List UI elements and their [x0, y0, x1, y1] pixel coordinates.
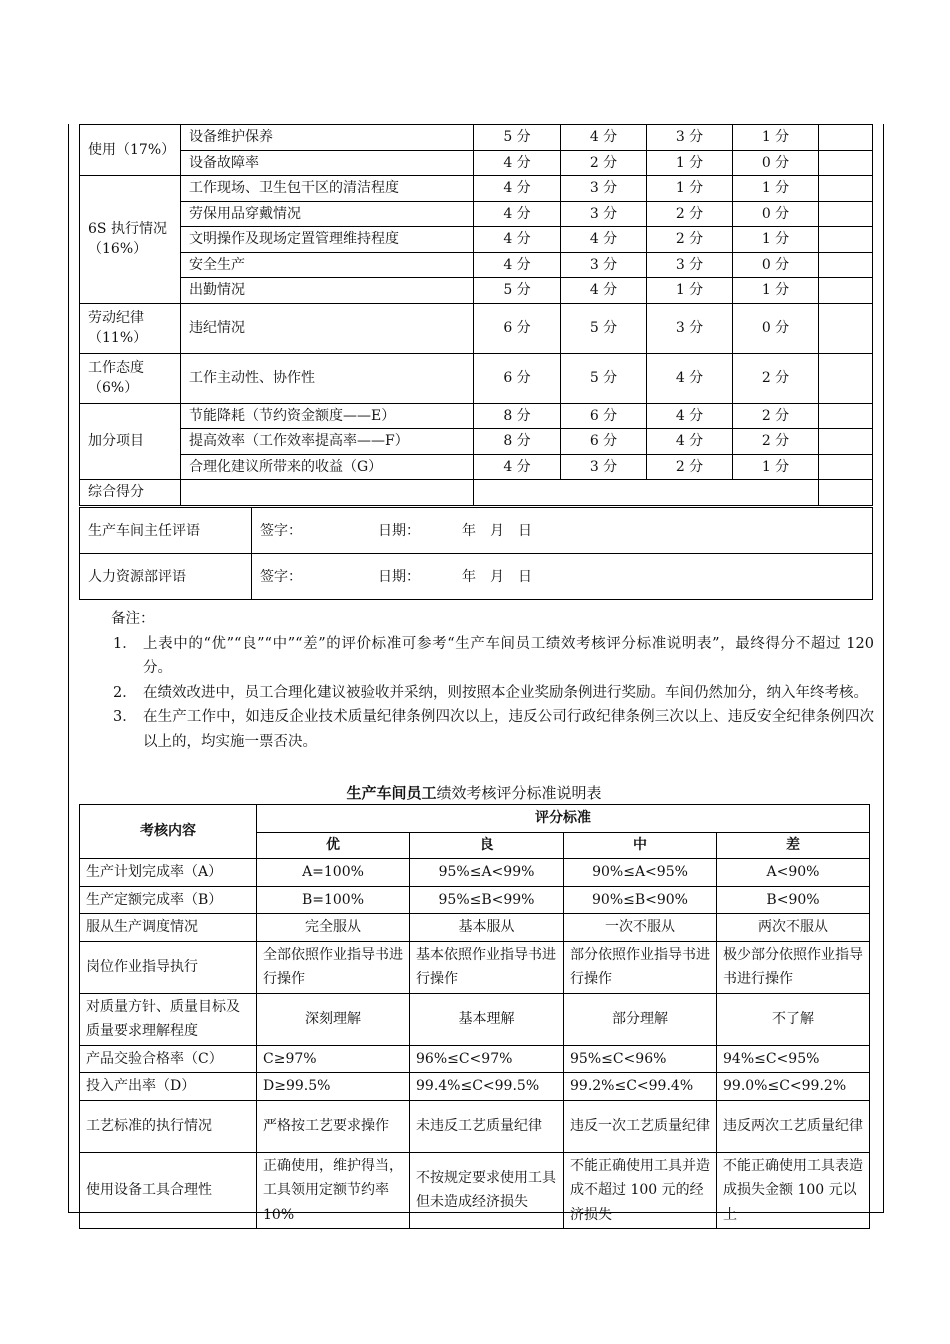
item-label: 违纪情况	[181, 303, 474, 353]
blank-cell	[819, 227, 873, 253]
blank-cell	[819, 150, 873, 176]
header-standard: 评分标准	[257, 805, 870, 833]
blank-cell	[819, 278, 873, 304]
criterion-cell: A=100%	[257, 859, 410, 887]
criterion-cell: C≥97%	[257, 1045, 410, 1073]
criterion-cell: B=100%	[257, 886, 410, 914]
criterion-cell: 正确使用，维护得当，工具领用定额节约率 10%	[257, 1152, 410, 1229]
score-cell: 1 分	[647, 150, 733, 176]
item-label: 安全生产	[181, 252, 474, 278]
score-cell: 2 分	[733, 403, 819, 429]
criterion-label: 服从生产调度情况	[80, 914, 257, 942]
note-number: 3．	[113, 709, 137, 725]
score-row	[80, 150, 873, 176]
criterion-cell: 99.0%≤C<99.2%	[717, 1073, 870, 1101]
comment-label: 生产车间主任评语	[80, 508, 252, 554]
criterion-cell: 部分理解	[564, 993, 717, 1045]
group-name: 工作态度（6%）	[80, 353, 181, 403]
standard-row	[80, 941, 870, 993]
blank-cell	[819, 125, 873, 151]
score-cell: 2 分	[561, 150, 647, 176]
standard-row	[80, 993, 870, 1045]
criterion-cell: 违反两次工艺质量纪律	[717, 1100, 870, 1152]
item-label: 提高效率（工作效率提高率——F）	[181, 429, 474, 455]
criterion-cell: 95%≤B<99%	[410, 886, 564, 914]
total-row	[80, 480, 873, 506]
score-cell: 3 分	[647, 252, 733, 278]
score-cell: 3 分	[647, 303, 733, 353]
header-content: 考核内容	[80, 805, 257, 859]
score-cell: 1 分	[733, 454, 819, 480]
criterion-cell: 基本依照作业指导书进行操作	[410, 941, 564, 993]
standard-row	[80, 1152, 870, 1229]
criterion-cell: 96%≤C<97%	[410, 1045, 564, 1073]
score-cell: 6 分	[474, 303, 561, 353]
standard-row	[80, 886, 870, 914]
score-cell: 2 分	[733, 353, 819, 403]
criterion-label: 生产定额完成率（B）	[80, 886, 257, 914]
criterion-cell: 完全服从	[257, 914, 410, 942]
score-cell: 3 分	[561, 252, 647, 278]
criterion-cell: 全部依照作业指导书进行操作	[257, 941, 410, 993]
score-cell: 4 分	[561, 278, 647, 304]
standard-row	[80, 1073, 870, 1101]
score-cell: 1 分	[733, 176, 819, 202]
criterion-cell: 基本服从	[410, 914, 564, 942]
criterion-cell: 基本理解	[410, 993, 564, 1045]
date-ymd: 年 月 日	[462, 568, 532, 585]
item-label: 劳保用品穿戴情况	[181, 201, 474, 227]
score-cell: 0 分	[733, 252, 819, 278]
score-cell: 1 分	[733, 125, 819, 151]
blank-cell	[819, 201, 873, 227]
criterion-label: 岗位作业指导执行	[80, 941, 257, 993]
notes	[79, 607, 874, 754]
score-row	[80, 227, 873, 253]
comment-row	[80, 554, 873, 600]
criterion-cell: 99.4%≤C<99.5%	[410, 1073, 564, 1101]
criterion-cell: 违反一次工艺质量纪律	[564, 1100, 717, 1152]
score-cell: 5 分	[474, 278, 561, 304]
criterion-cell: 一次不服从	[564, 914, 717, 942]
criterion-label: 使用设备工具合理性	[80, 1152, 257, 1229]
item-label: 文明操作及现场定置管理维持程度	[181, 227, 474, 253]
blank-cell	[819, 176, 873, 202]
note-number: 1．	[113, 635, 137, 652]
score-row	[80, 429, 873, 455]
score-cell: 4 分	[474, 176, 561, 202]
note-item	[79, 681, 874, 706]
group-name: 劳动纪律（11%）	[80, 303, 181, 353]
criterion-label: 对质量方针、质量目标及质量要求理解程度	[80, 993, 257, 1045]
blank-cell	[181, 480, 474, 506]
score-cell: 4 分	[561, 227, 647, 253]
criterion-cell: 未违反工艺质量纪律	[410, 1100, 564, 1152]
score-row	[80, 201, 873, 227]
standard-row	[80, 1100, 870, 1152]
group-name: 6S 执行情况（16%）	[80, 176, 181, 304]
criterion-label: 产品交验合格率（C）	[80, 1045, 257, 1073]
blank-cell	[819, 353, 873, 403]
score-row	[80, 252, 873, 278]
score-cell: 0 分	[733, 201, 819, 227]
score-cell: 2 分	[647, 201, 733, 227]
blank-cell	[819, 403, 873, 429]
item-label: 工作主动性、协作性	[181, 353, 474, 403]
criterion-cell: 两次不服从	[717, 914, 870, 942]
criterion-cell: 深刻理解	[257, 993, 410, 1045]
score-row	[80, 454, 873, 480]
score-cell: 3 分	[561, 454, 647, 480]
criterion-cell: 95%≤A<99%	[410, 859, 564, 887]
blank-cell	[819, 303, 873, 353]
score-row	[80, 125, 873, 151]
note-number: 2．	[113, 684, 137, 701]
score-cell: 1 分	[733, 278, 819, 304]
standard-row	[80, 1045, 870, 1073]
standard-table-title	[79, 782, 869, 803]
score-cell: 0 分	[733, 150, 819, 176]
note-text: 在绩效改进中，员工合理化建议被验收并采纳，则按照本企业奖励条例进行奖励。车间仍然加分，纳入年终考核。	[143, 684, 868, 701]
signature-cell	[252, 508, 873, 554]
criterion-label: 工艺标准的执行情况	[80, 1100, 257, 1152]
item-label: 设备故障率	[181, 150, 474, 176]
title-rest: 绩效考核评分标准说明表	[436, 784, 602, 802]
criterion-cell: 部分依照作业指导书进行操作	[564, 941, 717, 993]
criterion-cell: 90%≤A<95%	[564, 859, 717, 887]
item-label: 合理化建议所带来的收益（G）	[181, 454, 474, 480]
criterion-cell: 严格按工艺要求操作	[257, 1100, 410, 1152]
criterion-cell: 不按规定要求使用工具但未造成经济损失	[410, 1152, 564, 1229]
comments-table	[79, 507, 873, 600]
criterion-cell: D≥99.5%	[257, 1073, 410, 1101]
item-label: 设备维护保养	[181, 125, 474, 151]
blank-cell	[474, 480, 819, 506]
grade-header: 良	[410, 833, 564, 859]
total-label: 综合得分	[80, 480, 181, 506]
score-cell: 5 分	[561, 353, 647, 403]
score-cell: 3 分	[561, 201, 647, 227]
comment-row	[80, 508, 873, 554]
criterion-cell: 90%≤B<90%	[564, 886, 717, 914]
grade-header: 优	[257, 833, 410, 859]
note-item	[79, 705, 874, 754]
score-row	[80, 403, 873, 429]
score-cell: 2 分	[647, 227, 733, 253]
date-label: 日期：	[378, 568, 420, 585]
score-cell: 5 分	[561, 303, 647, 353]
score-row	[80, 176, 873, 202]
score-cell: 4 分	[647, 403, 733, 429]
criterion-cell: A<90%	[717, 859, 870, 887]
score-cell: 4 分	[474, 252, 561, 278]
sign-label: 签字：	[260, 522, 302, 539]
grade-header: 差	[717, 833, 870, 859]
score-cell: 8 分	[474, 403, 561, 429]
criterion-cell: 99.2%≤C<99.4%	[564, 1073, 717, 1101]
standard-row	[80, 914, 870, 942]
date-ymd: 年 月 日	[462, 522, 532, 539]
score-cell: 0 分	[733, 303, 819, 353]
criterion-cell: B<90%	[717, 886, 870, 914]
criterion-label: 生产计划完成率（A）	[80, 859, 257, 887]
standard-row	[80, 859, 870, 887]
score-row	[80, 303, 873, 353]
note-text: 在生产工作中，如违反企业技术质量纪律条例四次以上，违反公司行政纪律条例三次以上、违反安全纪律条例四次以上的，均实施一票否决。	[143, 709, 874, 750]
score-cell: 4 分	[474, 454, 561, 480]
score-cell: 4 分	[474, 150, 561, 176]
score-cell: 3 分	[561, 176, 647, 202]
score-cell: 4 分	[474, 227, 561, 253]
criterion-cell: 极少部分依照作业指导书进行操作	[717, 941, 870, 993]
note-text: 上表中的“优”“良”“中”“差”的评价标准可参考“生产车间员工绩效考核评分标准说明表”，最终得分不超过 120 分。	[143, 635, 874, 676]
score-cell: 4 分	[561, 125, 647, 151]
blank-cell	[819, 454, 873, 480]
criterion-cell: 不能正确使用工具并造成不超过 100 元的经济损失	[564, 1152, 717, 1229]
comment-label: 人力资源部评语	[80, 554, 252, 600]
sign-label: 签字：	[260, 568, 302, 585]
score-row	[80, 278, 873, 304]
score-cell: 6 分	[561, 403, 647, 429]
standard-table	[79, 804, 870, 1229]
blank-cell	[819, 429, 873, 455]
criterion-label: 投入产出率（D）	[80, 1073, 257, 1101]
score-cell: 2 分	[733, 429, 819, 455]
score-table	[79, 124, 873, 506]
item-label: 出勤情况	[181, 278, 474, 304]
score-cell: 5 分	[474, 125, 561, 151]
score-cell: 6 分	[474, 353, 561, 403]
group-name: 加分项目	[80, 403, 181, 480]
score-cell: 4 分	[474, 201, 561, 227]
criterion-cell: 94%≤C<95%	[717, 1045, 870, 1073]
notes-heading: 备注：	[111, 611, 155, 627]
score-cell: 4 分	[647, 429, 733, 455]
score-cell: 8 分	[474, 429, 561, 455]
criterion-cell: 不能正确使用工具表造成损失金额 100 元以上	[717, 1152, 870, 1229]
signature-cell	[252, 554, 873, 600]
score-cell: 3 分	[647, 125, 733, 151]
score-cell: 1 分	[647, 176, 733, 202]
blank-cell	[819, 252, 873, 278]
score-cell: 1 分	[647, 278, 733, 304]
score-cell: 2 分	[647, 454, 733, 480]
criterion-cell: 不了解	[717, 993, 870, 1045]
score-cell: 6 分	[561, 429, 647, 455]
grade-header: 中	[564, 833, 717, 859]
criterion-cell: 95%≤C<96%	[564, 1045, 717, 1073]
score-row	[80, 353, 873, 403]
group-name: 使用（17%）	[80, 125, 181, 176]
blank-cell	[819, 480, 873, 506]
date-label: 日期：	[378, 522, 420, 539]
item-label: 工作现场、卫生包干区的清洁程度	[181, 176, 474, 202]
item-label: 节能降耗（节约资金额度——E）	[181, 403, 474, 429]
score-cell: 4 分	[647, 353, 733, 403]
title-bold: 生产车间员工	[346, 784, 437, 802]
score-cell: 1 分	[733, 227, 819, 253]
note-item	[79, 632, 874, 681]
